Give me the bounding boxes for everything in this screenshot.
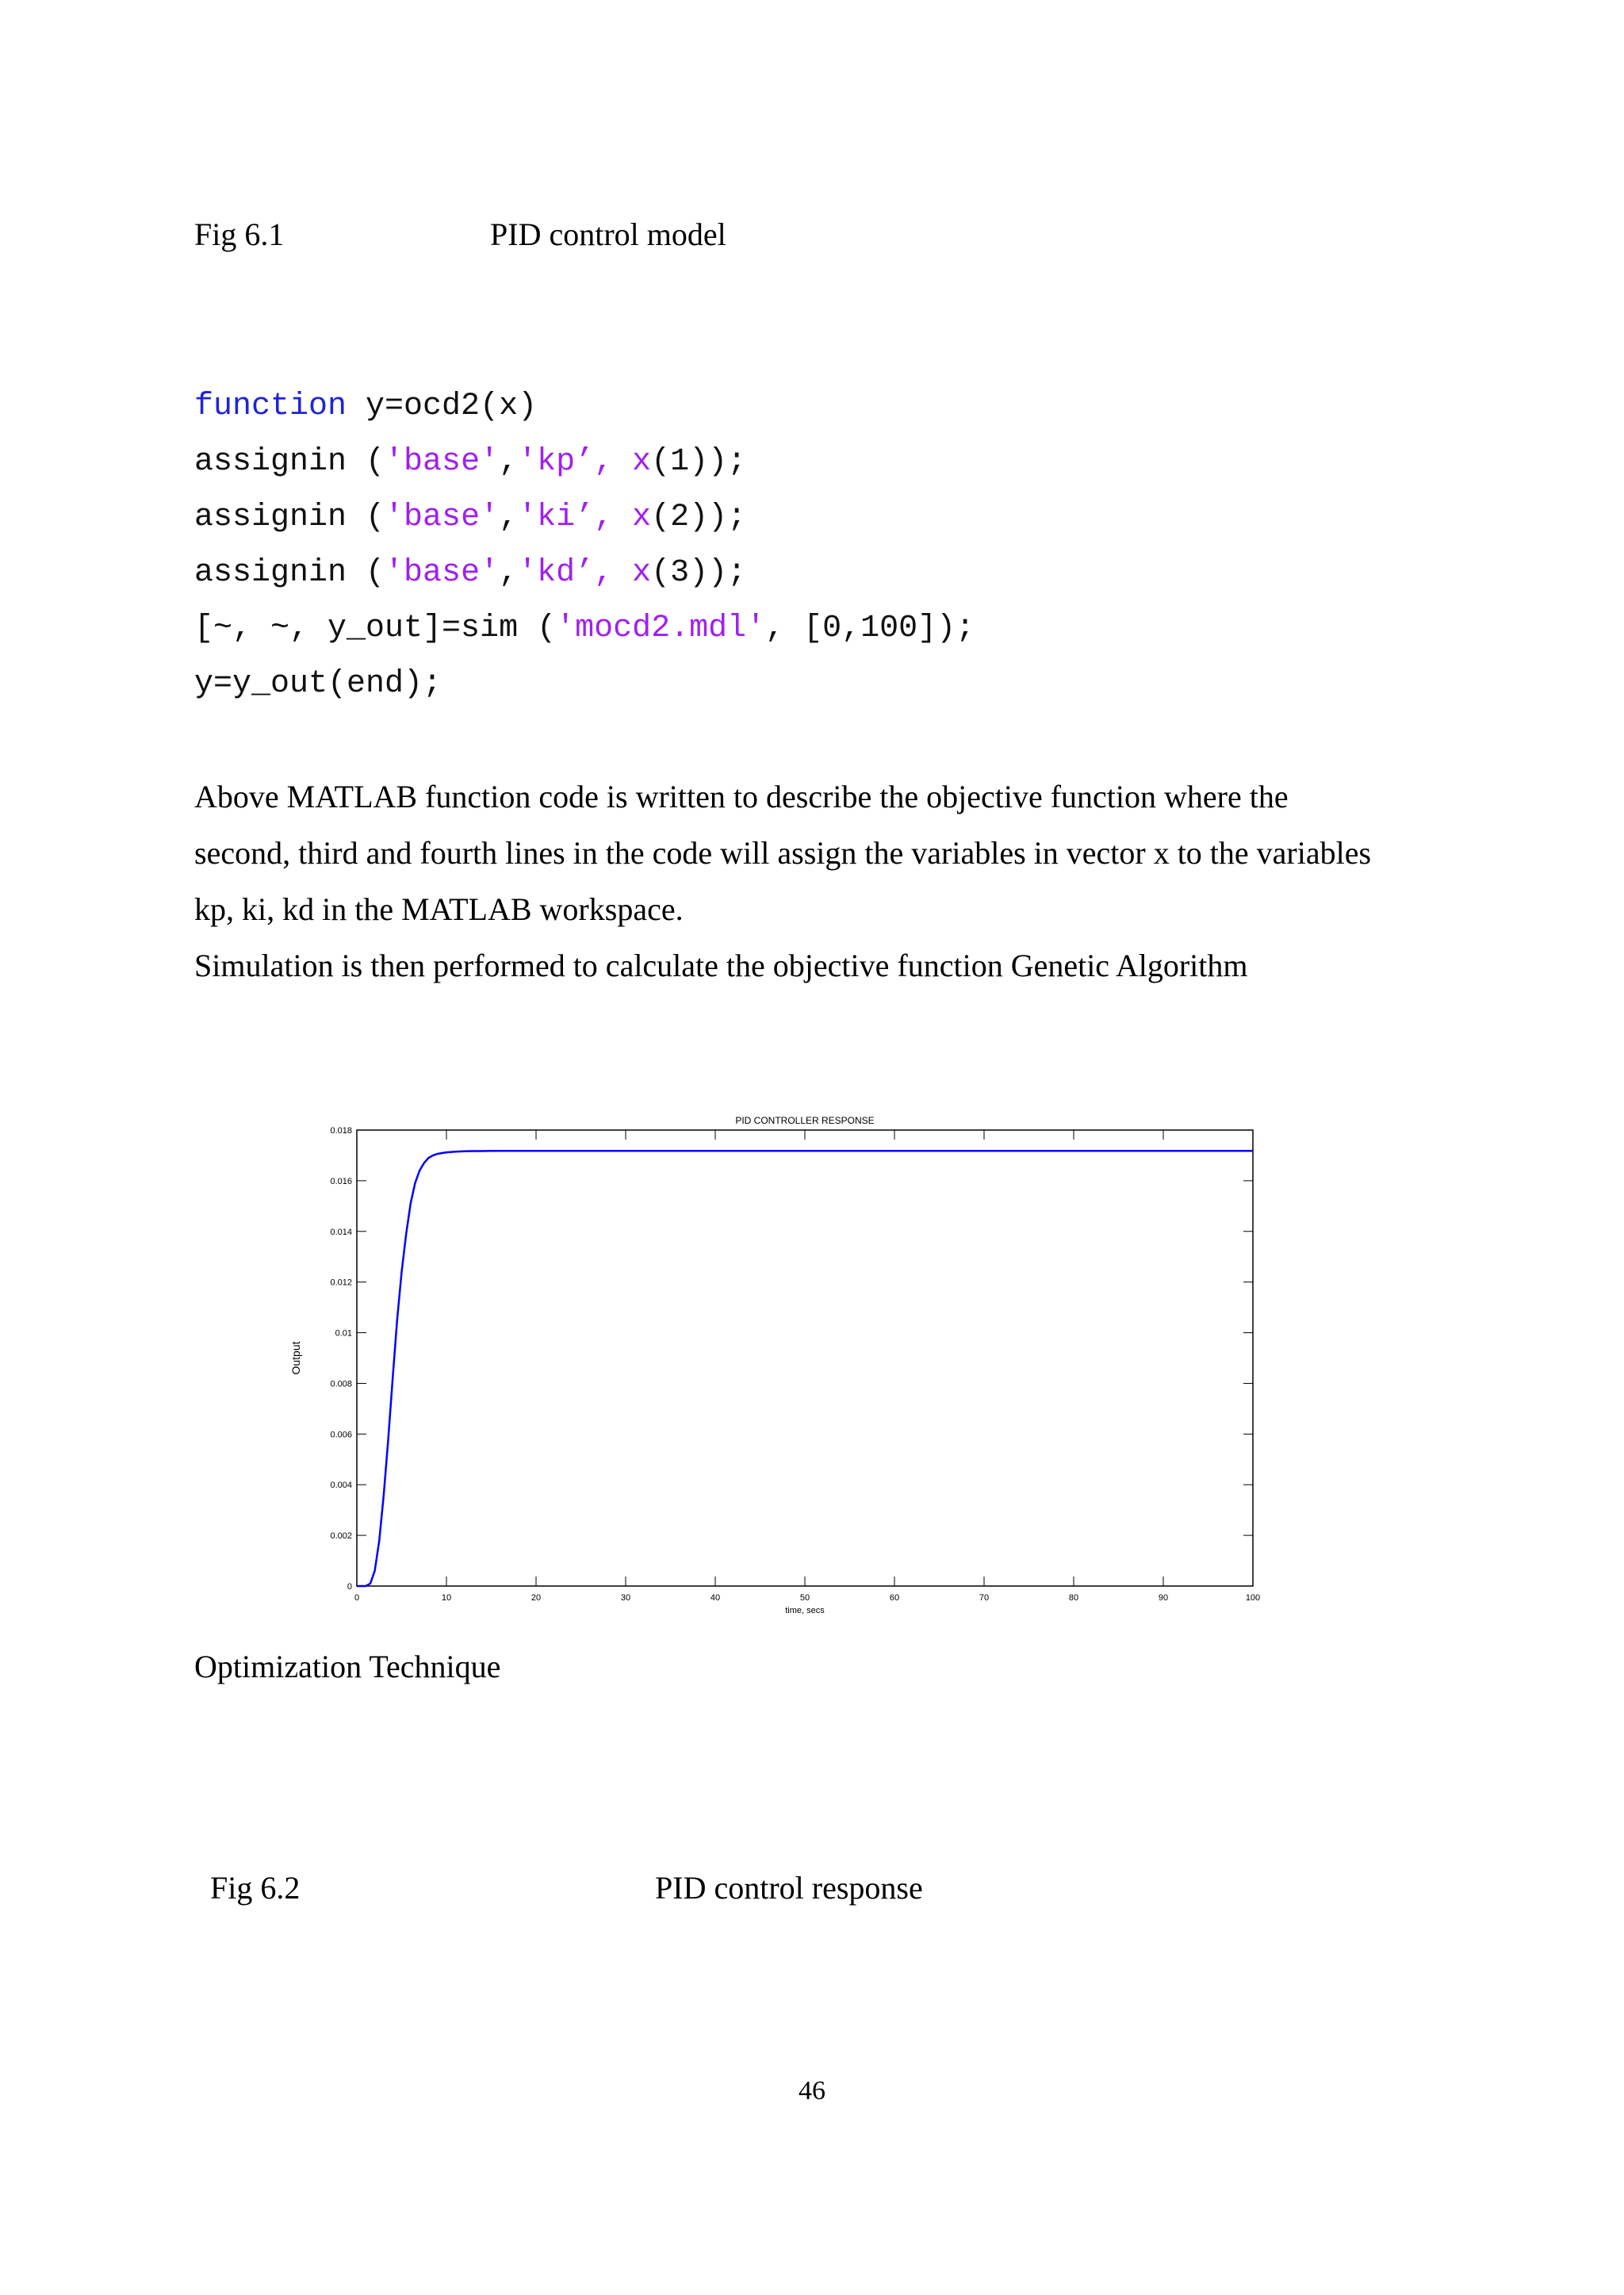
y-tick-label: 0.016 (330, 1176, 352, 1186)
paragraph-line: kp, ki, kd in the MATLAB workspace. (194, 891, 684, 927)
chart-title: PID CONTROLLER RESPONSE (735, 1115, 875, 1126)
code-text: assignin ( (194, 500, 385, 535)
code-line: y=y_out(end); (194, 666, 442, 702)
code-line (194, 490, 975, 546)
code-text: , (499, 555, 519, 591)
code-block (194, 379, 975, 712)
code-string: 'base' (385, 555, 500, 591)
x-tick-label: 90 (1158, 1593, 1169, 1603)
code-line (194, 546, 975, 601)
code-keyword: function (194, 389, 347, 424)
y-tick-label: 0.006 (330, 1430, 352, 1440)
code-string: 'kp’, x (518, 444, 652, 480)
y-tick-label: 0.012 (330, 1278, 352, 1288)
y-tick-label: 0.018 (330, 1126, 352, 1136)
code-string: 'base' (385, 500, 500, 535)
y-tick-label: 0 (347, 1582, 352, 1592)
code-string: 'kd’, x (518, 555, 652, 591)
code-line (194, 435, 975, 490)
x-tick-label: 40 (710, 1593, 721, 1603)
y-tick-label: 0.004 (330, 1481, 352, 1491)
code-text: (3)); (651, 555, 747, 591)
y-tick-label: 0.014 (330, 1227, 352, 1237)
x-tick-label: 0 (354, 1593, 360, 1603)
x-tick-label: 20 (530, 1593, 542, 1603)
code-text: (2)); (651, 500, 747, 535)
x-axis-label: time, secs (785, 1606, 825, 1615)
x-tick-label: 60 (889, 1593, 900, 1603)
y-tick-label: 0.008 (330, 1379, 352, 1389)
paragraph-line: Above MATLAB function code is written to describe the objective function where the (194, 779, 1289, 814)
code-text: assignin ( (194, 444, 385, 480)
paragraph-line: Simulation is then performed to calculate the objective function Genetic Algorithm (194, 948, 1248, 983)
code-text: , (499, 444, 519, 480)
x-tick-label: 80 (1068, 1593, 1079, 1603)
plot-frame (357, 1130, 1253, 1586)
code-text: assignin ( (194, 555, 385, 591)
optimization-label: Optimization Technique (194, 1649, 501, 1684)
x-tick-label: 10 (441, 1593, 452, 1603)
code-text: [~, ~, y_out]=sim ( (194, 611, 557, 646)
code-string: 'ki’, x (518, 500, 652, 535)
x-tick-label: 100 (1245, 1593, 1261, 1603)
x-tick-label: 70 (979, 1593, 990, 1603)
fig1-title: PID control model (490, 216, 726, 252)
fig2-title: PID control response (655, 1870, 923, 1906)
x-tick-label: 30 (620, 1593, 631, 1603)
code-string: 'mocd2.mdl' (556, 611, 766, 646)
y-tick-label: 0.002 (330, 1531, 352, 1542)
page-number: 46 (799, 2076, 825, 2105)
x-tick-label: 50 (799, 1593, 810, 1603)
fig2-label: Fig 6.2 (210, 1870, 301, 1906)
code-string: 'base' (385, 444, 500, 480)
paragraph-line: second, third and fourth lines in the code will assign the variables in vector x to the variables (194, 835, 1372, 871)
code-text: (1)); (651, 444, 747, 480)
y-tick-label: 0.01 (335, 1328, 352, 1339)
y-axis-label: Output (289, 1341, 302, 1375)
code-line (194, 379, 975, 435)
fig1-label: Fig 6.1 (194, 216, 285, 252)
code-text: y=ocd2(x) (347, 389, 538, 424)
code-line (194, 601, 975, 657)
pid-response-chart (285, 1106, 1277, 1630)
code-text: , (499, 500, 519, 535)
code-text: , [0,100]); (765, 611, 975, 646)
